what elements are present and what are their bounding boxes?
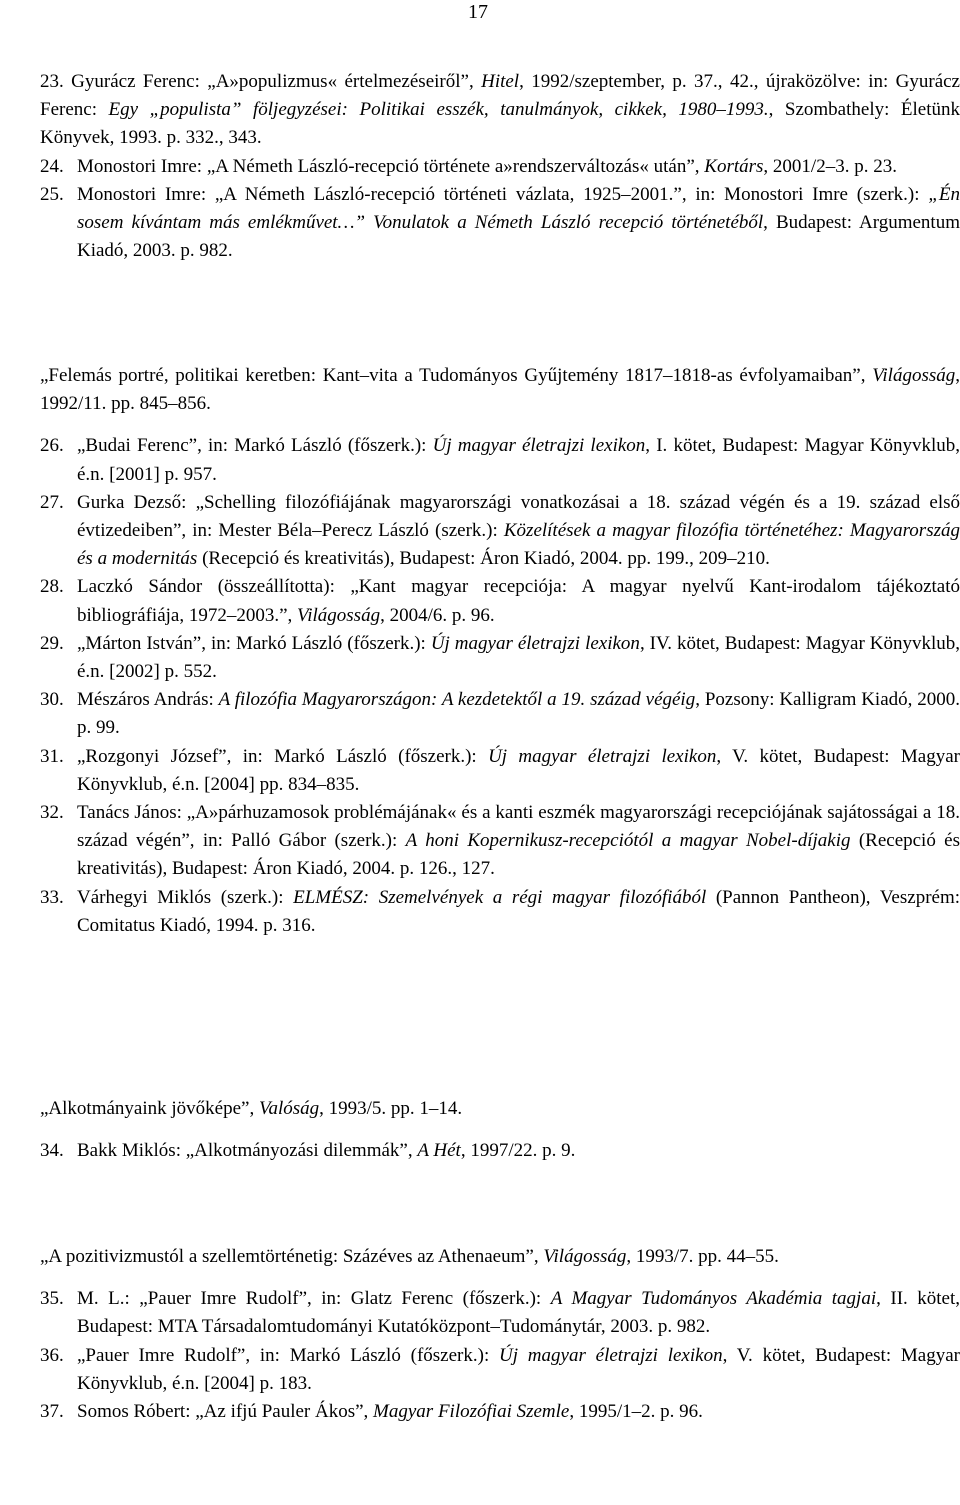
entry-number: 27. <box>40 491 64 513</box>
entry-number: 36. <box>40 1344 64 1366</box>
italic-text: Hitel <box>481 71 520 92</box>
italic-text: Világosság <box>543 1246 627 1267</box>
italic-text: Új magyar életrajzi lexikon <box>488 745 717 767</box>
text-segment: , 1992/11. pp. 845–856. <box>40 365 960 415</box>
text-segment: Somos Róbert: „Az ifjú Pauler Ákos”, <box>77 1401 374 1423</box>
italic-text: Új magyar életrajzi lexikon <box>432 435 646 457</box>
bibliography-entry <box>40 432 960 488</box>
entry-number: 30. <box>40 689 64 711</box>
italic-text: A Magyar Tudományos Akadémia tagjai <box>550 1288 877 1310</box>
text-segment: M. L.: „Pauer Imre Rudolf”, in: Glatz Ferenc (főszerk.): <box>77 1288 551 1310</box>
text-segment: (Recepció és kreativitás), Budapest: Áron Kiadó, 2004. p. 126., 127. <box>77 830 960 880</box>
text-segment: , V. kötet, Budapest: Magyar Könyvklub, é.n. [2004] p. 183. <box>77 1344 960 1394</box>
italic-text: „Én sosem kívántam más emlékművet…” Vonulatok a Németh László recepció történetéből <box>77 183 960 234</box>
section-intro <box>40 1095 960 1123</box>
text-segment: „Rozgonyi József”, in: Markó László (főszerk.): <box>77 745 489 767</box>
text-segment: „Budai Ferenc”, in: Markó László (főszerk.): <box>77 435 433 457</box>
italic-text: Valóság <box>258 1098 320 1119</box>
text-segment: Gyurácz Ferenc: „A»populizmus« értelmezéseiről”, <box>71 71 482 92</box>
text-segment: , V. kötet, Budapest: Magyar Könyvklub, é.n. [2004] pp. 834–835. <box>77 745 960 795</box>
italic-text: Világosság <box>297 604 381 626</box>
text-segment: , 1997/22. p. 9. <box>460 1140 576 1162</box>
text-segment: (Pannon Pantheon), Veszprém: Comitatus Kiadó, 1994. p. 316. <box>77 886 960 936</box>
text-segment: , I. kötet, Budapest: Magyar Könyvklub, é.n. [2001] p. 957. <box>77 435 960 485</box>
entry-number: 33. <box>40 886 64 908</box>
text-segment: , Budapest: Argumentum Kiadó, 2003. p. 982. <box>77 212 960 262</box>
italic-text: Kortárs <box>704 155 764 177</box>
italic-text: ELMÉSZ: Szemelvények a régi magyar filozófiából <box>293 886 707 908</box>
italic-text: Magyar Filozófiai Szemle <box>373 1401 570 1423</box>
bibliography-entry <box>40 573 960 629</box>
entry-number: 35. <box>40 1288 64 1310</box>
text-segment: , II. kötet, Budapest: MTA Társadalomtudományi Kutatóközpont–Tudománytár, 2003. p. 982. <box>77 1288 960 1338</box>
bibliography-entry <box>40 181 960 266</box>
section-intro <box>40 362 960 418</box>
entry-number: 23. <box>40 71 72 92</box>
bibliography-entry <box>40 884 960 940</box>
entry-number: 28. <box>40 576 64 598</box>
entry-number: 31. <box>40 745 64 767</box>
text-segment: Monostori Imre: „A Németh László-recepció története a»rendszerváltozás« után”, <box>77 155 705 177</box>
bibliography-entry <box>40 1398 960 1426</box>
italic-text: A Hét <box>417 1140 461 1162</box>
bibliography-entry <box>40 743 960 799</box>
bibliography-entry <box>40 1342 960 1398</box>
text-segment: Gurka Dezső: „Schelling filozófiájának magyarországi vonatkozásai a 18. század végén és a 19. század első évtizedeiben”, in: Mester Béla–Perecz László (szerk.): <box>77 491 960 542</box>
italic-text: A honi Kopernikusz-recepciótól a magyar Nobel-díjakig <box>405 830 851 852</box>
italic-text: Világosság <box>872 365 956 386</box>
bibliography-entry <box>40 489 960 574</box>
entry-number: 26. <box>40 435 64 457</box>
italic-text: Közelítések a magyar filozófia történetéhez: Magyarország és a modernitás <box>77 520 960 570</box>
page-number: 17 <box>468 1 488 23</box>
italic-text: A filozófia Magyarországon: A kezdetektől a 19. század végéig <box>218 689 696 711</box>
text-segment: , 1992/szeptember, p. 37., 42., újraközölve: in: Gyurácz Ferenc: <box>40 71 960 121</box>
bibliography-entry <box>40 153 960 181</box>
text-segment: , Szombathely: Életünk Könyvek, 1993. p. 332., 343. <box>40 99 960 149</box>
bibliography-entry <box>40 630 960 686</box>
italic-text: Egy „populista” följegyzései: Politikai esszék, tanulmányok, cikkek, 1980–1993. <box>108 99 769 121</box>
entry-number: 34. <box>40 1140 64 1162</box>
section-1 <box>40 68 960 265</box>
text-segment: „Márton István”, in: Markó László (főszerk.): <box>77 632 431 654</box>
text-segment: , 1995/1–2. p. 96. <box>569 1401 703 1423</box>
bibliography-entry <box>40 1285 960 1341</box>
section-intro <box>40 1243 960 1271</box>
text-segment: , Pozsony: Kalligram Kiadó, 2000. p. 99. <box>77 689 960 739</box>
entry-number: 25. <box>40 183 64 205</box>
text-segment: , 2001/2–3. p. 23. <box>763 155 897 177</box>
bibliography-entry <box>40 1137 960 1165</box>
text-segment: , IV. kötet, Budapest: Magyar Könyvklub, é.n. [2002] p. 552. <box>77 632 960 683</box>
text-segment: (Recepció és kreativitás), Budapest: Áron Kiadó, 2004. pp. 199., 209–210. <box>197 548 770 570</box>
entry-number: 29. <box>40 632 64 654</box>
text-segment: , 2004/6. p. 96. <box>380 604 495 626</box>
text-segment: „A pozitivizmustól a szellemtörténetig: Százéves az Athenaeum”, <box>40 1246 544 1267</box>
text-segment: „Alkotmányaink jövőképe”, <box>40 1098 259 1119</box>
text-segment: , 1993/5. pp. 1–14. <box>319 1098 463 1119</box>
section-2 <box>40 362 960 940</box>
text-segment: , 1993/7. pp. 44–55. <box>626 1246 779 1267</box>
text-segment: Mészáros András: <box>77 689 219 711</box>
entry-number: 32. <box>40 802 64 824</box>
text-segment: „Felemás portré, politikai keretben: Kant–vita a Tudományos Gyűjtemény 1817–1818-as évfolyamaiban”, <box>40 365 873 386</box>
bibliography-entry <box>40 799 960 884</box>
text-segment: „Pauer Imre Rudolf”, in: Markó László (főszerk.): <box>77 1344 500 1366</box>
entry-number: 24. <box>40 155 64 177</box>
text-segment: Tanács János: „A»párhuzamosok problémájának« és a kanti eszmék magyarországi recepciójának sajátosságai a 18. század végén”, in: Palló Gábor (szerk.): <box>77 802 960 852</box>
section-4 <box>40 1243 960 1426</box>
text-segment: Laczkó Sándor (összeállította): „Kant magyar recepciója: A magyar nyelvű Kant-irodalom tájékoztató bibliográfiája, 1972–2003.”, <box>77 576 960 626</box>
section-3 <box>40 1095 960 1165</box>
italic-text: Új magyar életrajzi lexikon <box>430 632 640 654</box>
text-segment: Monostori Imre: „A Németh László-recepció történeti vázlata, 1925–2001.”, in: Monostori Imre (szerk.): <box>77 183 929 205</box>
italic-text: Új magyar életrajzi lexikon <box>499 1344 723 1366</box>
text-segment: Bakk Miklós: „Alkotmányozási dilemmák”, <box>77 1140 418 1162</box>
bibliography-entry <box>40 68 960 153</box>
text-segment: Várhegyi Miklós (szerk.): <box>77 886 294 908</box>
entry-number: 37. <box>40 1401 64 1423</box>
bibliography-entry <box>40 686 960 742</box>
